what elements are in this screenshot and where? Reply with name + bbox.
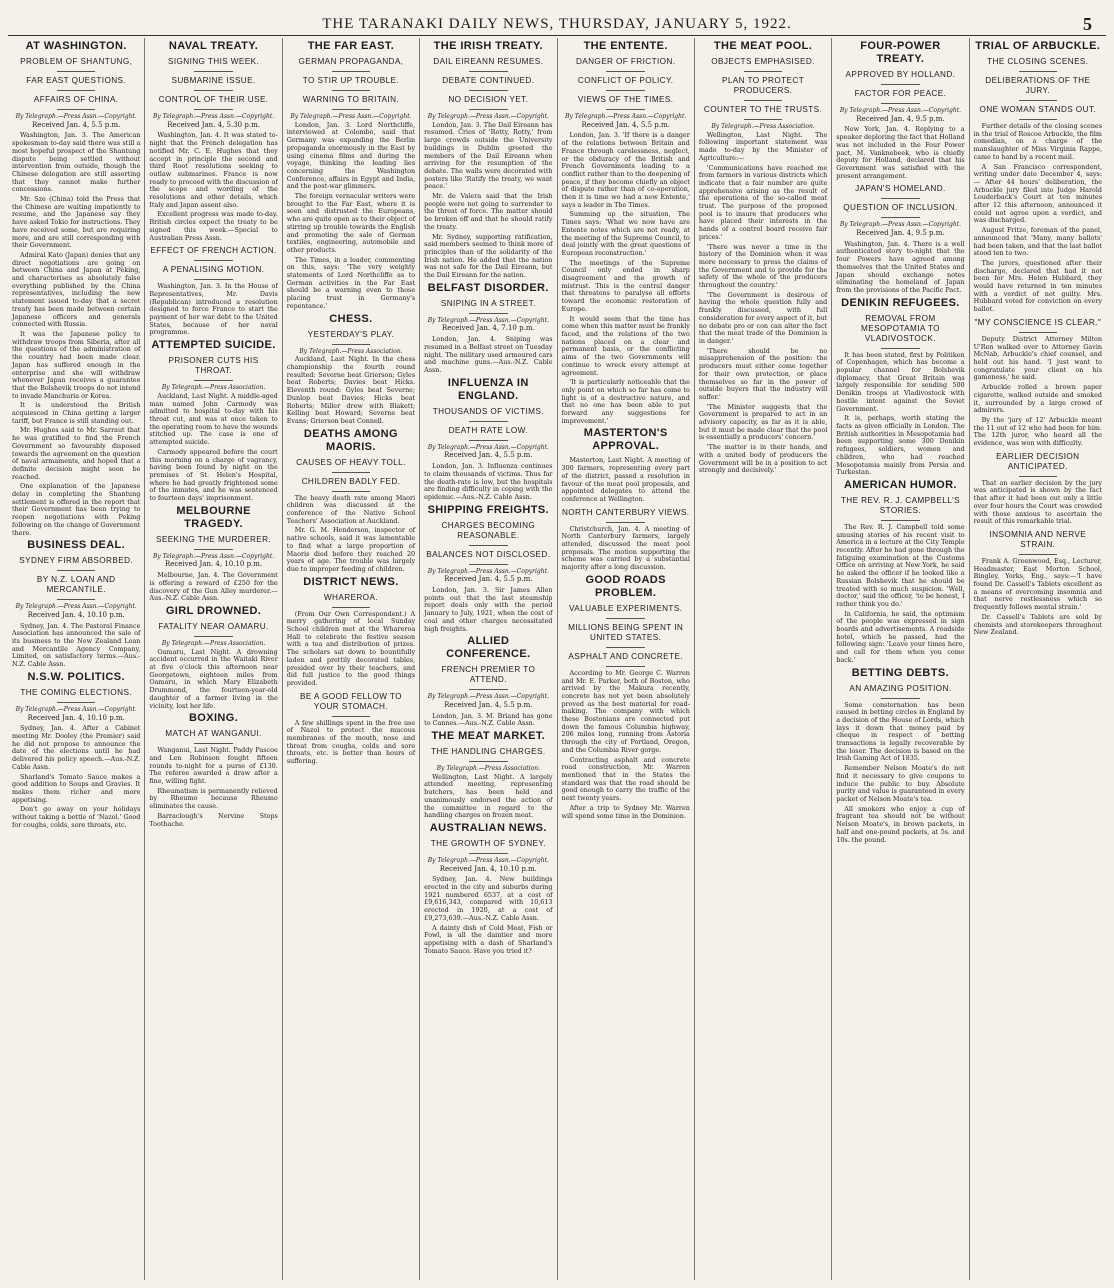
article-subheading: DEBATE CONTINUED. [442,76,535,85]
article-paragraph: Mr. Hughes said to Mr. Sarraut that he was gratified to find the French Government so favourably disposed towards the agreement on the question of naval armaments, and hoped that a definite decision might soon be reached. [12,426,141,481]
article-byline: By Telegraph.—Press Assn.—Copyright. [839,221,962,229]
article-subheading: CHILDREN BADLY FED. [301,476,401,486]
divider [606,90,645,91]
article-subheading: AN AMAZING POSITION. [849,683,952,693]
article-paragraph: Mr. G. M. Henderson, inspector of native schools, said it was lamentable to find what a large proportion of Maoris died before they reached 20 years of age. The trouble was largely due to improper feeding of children. [286,526,416,573]
article-headline: NAVAL TREATY. [168,40,259,52]
article-subheading: GERMAN PROPAGANDA, [298,57,404,66]
article-received-time: Received Jan. 4, 5.5 p.m. [444,451,533,460]
article-subheading: DEATH RATE LOW. [448,425,528,435]
article-paragraph: Sydney, Jan. 4. After a Cabinet meeting Mr. Dooley (the Premier) said he did not propose to announce the date of the elections until he had delivered his policy speech.—Aus.-N.Z. Cable Assn. [12,724,141,771]
article-subheading: APPROVED BY HOLLAND. [845,70,956,79]
article-received-time: Received Jan. 4, 10.10 p.m. [439,864,537,873]
divider [606,618,645,619]
divider [881,520,920,521]
article-headline: N.S.W. POLITICS. [27,670,125,683]
article-byline: By Telegraph.—Press Assn.—Copyright. [427,316,549,324]
divider [194,90,233,91]
divider [881,348,920,349]
article-paragraph: 'The Government is desirous of having the whole question fully and frankly discussed, with full consideration for every aspect of it, but no debate pro or con can alter the fact that the meat trade of the Dominion is in danger.' [698,290,828,345]
article-paragraph: Oamaru, Last Night. A drowning accident occurred in the Waitaki River at five o'clock this afternoon near Georgetown, eighteen miles from Oamaru, in which Mary Elizabeth Drummond, the fourteen-year-old daughter of a farmer living in the vicinity, lost her life. [149,647,278,710]
divider [744,71,783,72]
article-paragraph: Auckland, Last Night. A middle-aged man named John Carmody was admitted to hospital to-day with his throat cut, and was at once taken to the operating room to have the wounds stitched up. The case is one of attempted suicide. [149,391,278,447]
article-subheading: PLAN TO PROTECT PRODUCERS. [721,76,805,95]
article-subheading: PRISONER CUTS HIS THROAT. [168,356,259,376]
article-received-time: Received Jan. 4, 7.10 p.m. [441,324,535,333]
article-subheading: CHARGES BECOMING REASONABLE. [441,520,536,540]
article-paragraph: The Times, in a leader, commenting on this, says: 'The very weighty statements of Lord Northcliffe as to German activities in the Far East should be a warning even to those placing trust in Germany's repentance.' [286,255,416,310]
article-paragraph: It would seem that the time has come when this matter must be frankly faced, and the relations of the two nations placed on a clear and permanent basis, or the conflicting aims of the two Governments will continue to wreck every attempt at agreement. [561,314,690,377]
article-subheading: MATCH AT WANGANUI. [165,729,262,739]
article-subheading: VALUABLE EXPERIMENTS. [569,603,683,613]
article-subheading: DELIBERATIONS OF THE JURY. [985,76,1091,95]
article-subheading: BY N.Z. LOAN AND MERCANTILE. [36,575,116,595]
divider [1019,71,1058,72]
article-subheading: AFFAIRS OF CHINA. [33,95,119,104]
article-paragraph: Summing up the situation, The Times says: 'What we now have are Entente notes which are not ready, at the meeting of the Supreme Council, to deal jointly with the great questions of European reconstruction.' [561,210,690,257]
article-paragraph: 'There should be no misapprehension of the position: the producers must either come together for their own protection, or place themselves so far in the power of outside buyers that the industry will suffer.' [698,346,828,401]
article-byline: By Telegraph.—Press Assn.—Copyright. [427,693,549,701]
article-subheading: FATALITY NEAR OAMARU. [158,621,269,631]
divider [744,119,783,120]
divider [881,103,920,104]
article-headline: THE MEAT MARKET. [431,730,546,743]
article-paragraph: Deputy District Attorney Milton U'Ren walked over to Attorney Gavin McNab, Arbuckle's chief counsel, and held out his hand. 'I just want to congratulate your client on his gameness,' he said. [973,334,1102,382]
article-paragraph: A dainty dish of Cold Meat, Fish or Fowl, is all the daintier and more appetising with a dash of Sharland's Tomato Sauce. Have you tried it? [424,923,553,955]
article-headline: GIRL DROWNED. [165,604,262,617]
divider [332,71,371,72]
divider [194,549,233,550]
article-paragraph: Rheumatism is permanently relieved by Rheumo because Rheumo eliminates the cause. [149,786,278,811]
article-paragraph: After a trip to Sydney Mr. Warren will spend some time in the Dominion. [561,803,690,820]
article-subheading: COUNTER TO THE TRUSTS. [703,105,823,114]
article-subheading: DAIL EIREANN RESUMES. [433,57,544,66]
article-headline: THE ENTENTE. [583,40,668,52]
article-paragraph: That an earlier decision by the jury was anticipated is shown by the fact that after it had been out only a little over four hours the Court was crowded with those anxious to ascertain the result of this remarkable trial. [973,478,1102,526]
article-headline: AMERICAN HUMOR. [843,478,957,491]
article-paragraph: Arbuckle rolled a brown paper cigarette, walked outside and smoked it, surrounded by a large crowd of admirers. [973,383,1102,415]
article-paragraph: 'The Minister suggests that the Government is prepared to act in an advisory capacity, as far as it is able, but it must be made clear that the pool is essentially a producers' concern.' [698,402,828,442]
article-paragraph: Excellent progress was made to-day. British circles expect the treaty to be signed this week.—Special to Australian Press Assn. [149,210,278,242]
article-paragraph: Mr. Sydney, supporting ratification, said members seemed to think more of principles than of the solidarity of the Irish nation. He added that the nation was not safe for the Dail Eireann, but the Dail Eireann for the nation. [424,232,553,280]
article-subheading: YESTERDAY'S PLAY. [307,329,395,339]
article-byline: By Telegraph.—Press Assn.—Copyright. [427,856,549,864]
article-paragraph: It is understood the British acquiesced in China getting a larger tariff, but France is still standing out. [12,401,141,425]
divider [1019,554,1058,555]
article-received-time: Received Jan. 4, 5.5 p.m. [444,700,533,709]
article-received-time: Received Jan. 4, 5.5 p.m. [32,120,121,129]
article-subheading: PROBLEM OF SHANTUNG, [20,57,133,66]
article-paragraph: 'There was never a time in the history of the Dominion when it was more necessary to press the claims of the Government and to provide for the safety of the whole of the producers throughout the country.' [698,242,828,290]
article-headline: INFLUENZA IN ENGLAND. [447,376,529,402]
article-paragraph: London, Jan. 4. Sniping was resumed in a Belfast street on Tuesday night. The military used armoured cars and machine guns.—Aus.-N.Z. Cable Assn. [424,335,553,374]
article-paragraph: 'Communications have reached me from farmers in various districts which indicate that a fair number are quite apprehensive arising as the result of the operations of the so-called meat trust. The purpose of the proposed pool is to insure that producers who have placed their interests in the hands of a control board receive fair prices.' [698,163,828,241]
article-paragraph: Washington, Jan. 3. The American spokesman to-day said there was still a most hopeful prospect of the Shantung dispute being settled without intervention from outside, though the Chinese delegation are still asserting that they cannot make further concessions. [12,131,141,194]
article-headline: BOXING. [188,712,239,725]
article-paragraph: The meetings of the Supreme Council only ended in sharp disagreement and the growth of mistrust. This is the central danger that threatens to paralyse all efforts toward the economic restoration of Europe. [561,258,690,313]
divider [469,853,508,854]
article-headline: DISTRICT NEWS. [303,575,399,588]
article-headline: MASTERTON'S APPROVAL. [583,427,668,453]
article-subheading: SEEKING THE MURDERER. [155,534,272,544]
article-subheading: MILLIONS BEING SPENT IN UNITED STATES. [568,622,684,642]
article-byline: By Telegraph.—Press Association. [161,384,266,392]
article-subheading: CONTROL OF THEIR USE. [158,95,269,104]
article-paragraph: It is, perhaps, worth stating the facts as given officially in London. The British authorities in Mesopotamia had been supporting some 300 Denikin refugees, soldiers, women and children, who had reached Mesopotamia mainly from Persia and Turkestan. [836,414,965,477]
divider [469,689,508,690]
article-received-time: Received Jan. 4, 10.10 p.m. [27,713,125,722]
article-headline: AUSTRALIAN NEWS. [429,821,547,834]
article-paragraph: Contracting asphalt and concrete road construction, Mr. Warren mentioned that in the States the standard was that the road should be good enough to carry the traffic of the next twenty years. [561,755,690,803]
article-paragraph: Sydney, Jan. 4. New buildings erected in the city and suburbs during 1921 numbered 6537, at a cost of £9,616,343, compared with 10,613 erected in 1920, at a cost of £9,273,639.—Aus.-N.Z. Cable Assn. [424,875,553,922]
column-meatpool [694,38,831,1280]
article-paragraph: Washington, Jan. 4. It was stated to-night that the French delegation has notified Mr. C. E. Hughes that they accept in principle the second and third Root resolutions seeking to outlaw submarines. France is now ready to proceed with the discussion of the scope and wording of the resolutions and other details, which Italy and Japan assent also. [149,131,278,209]
article-headline: DENIKIN REFUGEES. [841,296,960,309]
article-paragraph: Admiral Kato (Japan) denies that any direct negotiations are going on between China and Japan at Peking, and characterises as absolutely false everything published by the China representatives, including the new statement issued to-day that a secret treaty has been made between certain Japanese officers and generals connected with Russia. [12,250,141,329]
article-subheading: EFFECT OF FRENCH ACTION. [150,246,277,256]
article-paragraph: Barraclough's Nervine Stops Toothache. [149,811,278,828]
article-byline: By Telegraph.—Press Assn.—Copyright. [15,603,137,611]
column-irish [419,38,556,1280]
divider [469,421,508,422]
divider [332,344,371,345]
article-paragraph: Masterton, Last Night. A meeting of 300 farmers, representing every part of the district, passed a resolution in favour of the meat pool proposals, and appointed delegates to attend the conference at Wellington. [561,456,690,503]
article-paragraph: Auckland, Last Night. In the chess championship the fourth round resulted: Severne beat Grierson; Gyles beat Roberts; Davies beat Hicks. Eleventh round: Gyles beat Severne; Dunlop beat Davies; Hicks beat Roberts; Miller drew with Blakett; Kelling beat Howard; Severne beat Evans; Grierson beat Connell. [286,355,416,425]
article-paragraph: Mr. Sze (China) told the Press that the Chinese are waiting impatiently to resume, and the Japanese say they have asked Tokio for instructions. They have received some, but are requiring more, and are still corresponding with their Government. [12,195,141,250]
column-entente [557,38,694,1280]
divider [57,702,96,703]
article-subheading: ASPHALT AND CONCRETE. [568,651,683,661]
article-headline: BETTING DEBTS. [851,666,950,679]
article-headline: FOUR-POWER TREATY. [860,40,941,65]
divider [194,636,233,637]
article-subheading: FACTOR FOR PEACE. [854,89,947,98]
article-received-time: Received Jan. 4, 5.30 p.m. [167,120,260,129]
divider [332,90,371,91]
article-subheading: THE COMING ELECTIONS. [20,687,133,697]
article-paragraph: The Rev. R. J. Campbell told some amusing stories of his recent visit to America in a lecture at the City Temple recently. After he had gone through the fatiguing examination at the Customs Office on arriving at New York, he said he asked the officer if he looked like a Russian Bolshevik that he should be treated with so much suspicion. 'Well, doctor,' said the officer, 'to be honest, I rather think you do.' [836,522,965,608]
article-paragraph: All smokers who enjoy a cup of fragrant tea should not be without Nelson Moate's, in brown packets, in half and one-pound packets, at 5s. and 10s. the pound. [836,804,965,844]
article-byline: By Telegraph.—Press Assn.—Copyright. [427,113,549,120]
divider [1019,332,1058,333]
article-paragraph: Wellington, Last Night. A largely attended meeting, representing butchers, has been held and unanimously endorsed the action of the committee in regard to the handling charges on frozen meat. [424,772,553,820]
article-paragraph: In California, he said, the optimism of the people was expressed in sign boards and advertisements. A roadside hotel, which he passed, had the following sign: 'Leave your times here, and call for them when you come back.' [836,609,965,664]
divider [606,522,645,523]
article-received-time: Received Jan. 4, 9.5 p.m. [856,114,945,123]
article-byline: By Telegraph.—Press Assn.—Copyright. [565,113,687,120]
article-headline: SHIPPING FREIGHTS. [427,503,550,516]
article-received-time: Received Jan. 4, 9.5 p.m. [856,229,945,238]
divider [881,84,920,85]
article-headline: GOOD ROADS PROBLEM. [585,573,666,599]
article-received-time: Received Jan. 4, 5.5 p.m. [444,575,533,584]
article-byline: By Telegraph.—Press Assn.—Copyright. [152,113,275,120]
divider [57,599,96,600]
article-paragraph: It has been stated, first by Politiken of Copenhagen, which has become a popular channel for Bolshevik diplomacy, that Great Britain was largely responsible for sending 500 Denikin troops at Vladivostock with hostile intent against the Soviet Government. [836,350,965,413]
divider [1019,119,1058,120]
column-washington [8,38,144,1280]
article-paragraph: Melbourne, Jan. 4. The Government is offering a reward of £250 for the discovery of the Gun Alley murderer.—Aus.-N.Z. Cable Assn. [149,571,278,603]
divider [744,100,783,101]
article-paragraph: Wellington, Last Night. The following important statement was made to-day by the Minister of Agriculture:— [698,130,828,162]
article-received-time: Received Jan. 4, 5.5 p.m. [581,120,670,129]
column-fareast [282,38,419,1280]
article-subheading: WARNING TO BRITAIN. [302,95,400,104]
divider [469,71,508,72]
divider [194,71,233,72]
article-subheading: SUBMARINE ISSUE. [171,76,256,85]
divider [469,564,508,565]
article-paragraph: According to Mr. George C. Warren and Mr. E. Parker, both of Boston, who arrived by the Makura recently, concrete has not yet been absolutely proved as the best material for road-making. The company with which these Bostonians are connected put down the famous Columbia highway, 206 miles long, running from Astoria through the city of Portland, Oregon, and the Columbia River gorge. [561,668,690,754]
article-headline: BELFAST DISORDER. [427,281,549,294]
divider [469,761,508,762]
article-paragraph: Further details of the closing scenes in the trial of Roscoe Arbuckle, the film comedian, on a charge of the manslaughter of Miss Virginia Rappe, came to hand by a recent mail. [973,122,1102,161]
article-headline: MELBOURNE TRAGEDY. [176,504,251,530]
article-headline: AT WASHINGTON. [25,40,127,52]
divider [606,109,645,110]
article-subheading: "MY CONSCIENCE IS CLEAR." [974,317,1102,327]
article-subheading: BALANCES NOT DISCLOSED. [426,549,551,559]
article-byline: By Telegraph.—Press Association. [436,765,540,773]
article-paragraph: Washington, Jan. 4. There is a well authenticated story to-night that the four Powers have agreed among themselves that the United States and Japan should exchange notes eliminating the homeland of Japan from the provisions of the Pacific Pact. [836,239,965,294]
article-paragraph: Washington, Jan. 3. In the House of Representatives, Mr. Davis (Republican) introduced a resolution designed to force France to start the payment of her war debt to the United States, because of her naval programme. [149,282,278,337]
article-headline: THE MEAT POOL. [713,40,813,52]
article-headline: CHESS. [329,312,373,325]
divider [57,570,96,571]
article-paragraph: By the 'jury of 12' Arbuckle meant the 11 out of 12 who had been for him. The 12th juror, who heard all the evidence, was won with difficulty. [973,415,1102,448]
article-subheading: NORTH CANTERBURY VIEWS. [561,507,690,517]
article-paragraph: Dr. Cassell's Tablets are sold by chemists and storekeepers throughout New Zealand. [973,612,1102,637]
article-paragraph: Don't go away on your holidays without taking a bottle of 'Nazol.' Good for coughs, colds, sore throats, etc. [12,805,141,829]
article-headline: THE IRISH TREATY. [433,40,543,52]
divider [194,279,233,280]
column-arbuckle [969,38,1106,1280]
article-subheading: THOUSANDS OF VICTIMS. [432,406,544,416]
article-paragraph: The heavy death rate among Maori children was discussed at the conference of the Native School Teachers' Association at Auckland. [286,493,416,525]
divider [194,260,233,261]
article-subheading: ONE WOMAN STANDS OUT. [979,105,1097,114]
article-paragraph: 'It is particularly noticeable that the only point on which so far has come to light is of a destructive nature, and that no one has been able to put forward any suggestions for improvement.' [561,378,690,425]
divider [57,71,96,72]
article-subheading: FAR EAST QUESTIONS. [26,76,127,85]
article-headline: DEATHS AMONG MAORIS. [303,427,398,453]
article-headline: TRIAL OF ARBUCKLE. [975,40,1101,52]
article-paragraph: A few shillings spent in the free use of Nazol to protect the mucous membranes of the mouth, nose and throat from coughs, colds and sore throats, etc. is better than hours of suffering. [286,718,416,766]
article-subheading: TO STIR UP TROUBLE. [302,76,400,85]
article-headline: ATTEMPTED SUICIDE. [151,339,276,352]
divider [332,491,371,492]
divider [194,743,233,744]
article-subheading: WHAREROA. [323,592,378,602]
article-subheading: THE CLOSING SCENES. [987,57,1089,66]
article-byline: By Telegraph.—Press Association. [161,639,266,647]
article-paragraph: (From Our Own Correspondent.) A merry gathering of local Sunday School children met at the Whareroa Hall to celebrate the festive season with a tea and distribution of prizes. The scholars sat down to bountifully laden and prettily decorated tables, presided over by their teachers, and did full justice to the good things provided. [286,609,416,687]
divider [881,217,920,218]
article-subheading: DANGER OF FRICTION. [575,57,676,66]
article-paragraph: Sharland's Tomato Sauce makes a good addition to Soups and Gravies. It makes them richer and more appetising. [12,772,141,804]
article-columns [8,38,1106,1280]
article-subheading: CAUSES OF HEAVY TOLL. [296,457,406,467]
article-paragraph: London, Jan. 3. Lord Northcliffe, interviewed at Colombo, said that Germany was expanding the Berlin propaganda enormously in the East by using cinema films and during the voyage, thinking the leading lies concerning the Washington Conference, affairs in Egypt and India, and the post-war glimmers. [286,120,416,191]
divider [606,71,645,72]
divider [469,313,508,314]
page-number: 5 [1083,14,1092,34]
divider [332,472,371,473]
newspaper-title: THE TARANAKI DAILY NEWS, THURSDAY, JANUARY 5, 1922. [322,16,792,32]
article-paragraph: Carmody appeared before the court this morning on a charge of vagrancy, having been found by night on the premises of St. Helen's Hospital, where he had greatly frightened some of the inmates, and he was sentenced to fourteen days' imprisonment. [149,447,278,503]
divider [469,90,508,91]
divider [606,666,645,667]
divider [57,90,96,91]
article-byline: By Telegraph.—Press Association. [711,123,815,130]
divider [332,607,371,608]
article-subheading: BE A GOOD FELLOW TO YOUR STOMACH. [299,691,402,711]
article-subheading: A PENALISING MOTION. [162,265,265,275]
article-subheading: NO DECISION YET. [448,95,529,104]
article-headline: ALLIED CONFERENCE. [446,635,531,661]
column-fourpower [831,38,968,1280]
article-paragraph: The jurors, questioned after their discharge, declared that had it not been for Mrs. Helen Hubbard, they would have returned in ten minutes with a verdict of not guilty. Mrs. Hubbard voted for conviction on every ballot. [973,258,1102,314]
article-byline: By Telegraph.—Press Assn.—Copyright. [839,107,962,114]
article-subheading: REMOVAL FROM MESOPOTAMIA TO VLADIVOSTOCK. [861,313,940,343]
article-paragraph: August Fritze, foreman of the panel, announced that 'Many, many ballots' had been taken, and that the last ballot stood ten to two. [973,226,1102,258]
article-paragraph: The foreign vernacular writers were brought to the Far East, where it is seen and distrusted the Europeans, who are quite open as to their object of stirring up trouble towards the English and promoting the sale of German textiles, engineering, automobile and other products. [286,192,416,254]
article-subheading: THE HANDLING CHARGES. [431,747,546,757]
divider [1019,100,1058,101]
column-naval [144,38,281,1280]
article-paragraph: Some consternation has been caused in betting circles in England by a decision of the House of Lords, which lays it down that money paid by cheque in respect of betting transactions is legally recoverable by the loser. The decision is based on the Irish Gaming Act of 1835. [836,700,965,763]
article-paragraph: London, Jan. 3. The Dail Eireann has resumed. Cries of 'Rotty, Rotty,' from large crowds outside the University buildings in Dublin greeted the members of the Dail Eireann when arriving for the resumption of the debate. The walls were decorated with posters like 'Ratify the treaty, we want peace.' [424,120,553,191]
article-paragraph: London, Jan. 3. Influenza continues to claim thousands of victims. Thus far the death-rate is low, but the hospitals are finding difficulty in coping with the epidemic.—Aus.-N.Z. Cable Assn. [424,462,553,501]
article-byline: By Telegraph.—Press Assn.—Copyright. [427,443,549,451]
divider [194,109,233,110]
article-headline: THE FAR EAST. [307,40,395,52]
article-subheading: THE GROWTH OF SYDNEY. [430,838,546,848]
divider [57,109,96,110]
article-paragraph: Mr. de Valera said that the Irish people were not going to surrender to the threat of force. The matter should be broken off and that he should ratify the treaty. [424,192,553,231]
article-subheading: CONFLICT OF POLICY. [577,76,674,85]
article-received-time: Received Jan. 4, 10.10 p.m. [27,610,125,619]
article-subheading: JAPAN'S HOMELAND. [855,184,946,194]
divider [332,109,371,110]
article-paragraph: Sydney, Jan. 4. The Pastoral Finance Association has announced the sale of its business to the New Zealand Loan and Mercantile Agency Company, Limited, on satisfactory terms.—Aus.-N.Z. Cable Assn. [12,621,141,669]
article-byline: By Telegraph.—Press Association. [299,347,403,355]
article-subheading: QUESTION OF INCLUSION. [843,203,958,213]
article-paragraph: Frank A. Greenwood, Esq., Lecturer, Headmaster, East Morton School, Bingley, Yorks, Eng., says:—'I have found Dr. Cassell's Tablets excellent as a means of overcoming insomnia and that nerve restlessness which so frequently follows mental strain.' [973,556,1102,612]
divider [881,698,920,699]
article-byline: By Telegraph.—Press Assn.—Copyright. [290,113,412,120]
article-paragraph: 'The matter is in their hands, and with a united body of producers the Government will be in a position to act strongly and decisively.' [698,443,828,475]
article-paragraph: New York, Jan. 4. Replying to a speaker deploring the fact that Holland was not included in the Four Power pact, M. Vanknebeek, who is chiefly deputy for Holland, declared that his Government was satisfied with the present arrangement. [836,125,965,180]
article-subheading: INSOMNIA AND NERVE STRAIN. [989,529,1087,549]
divider [332,716,371,717]
article-paragraph: It was the Japanese policy to withdraw troops from Siberia, after all the questions of the administration of the country had been made clear. Japan has suffered enough in the enterprise and she will withdraw whenever Japan receives a guarantee that the Bolshevik troops do not intend to invade Manchuria or Korea. [12,329,141,400]
divider [469,109,508,110]
divider [606,647,645,648]
divider [469,440,508,441]
article-byline: By Telegraph.—Press Assn.—Copyright. [15,113,137,120]
article-paragraph: One explanation of the Japanese delay in completing the Shantung settlement is offered in the report that their Government has been trying to reopen negotiations with Peking following on the change of Government there. [12,482,141,537]
article-subheading: VIEWS OF THE TIMES. [577,95,674,104]
article-paragraph: London, Jan. 3. 'If there is a danger of the relations between Britain and France through carelessness, neglect, or the obduracy of the British and French Governments leading to a conflict rather than to the deepening of peace, if they become chiefly an object of dispute rather than of co-operation, then it is time we had a new Entente,' says a leader in The Times. [561,131,690,209]
article-paragraph: Christchurch, Jan. 4. A meeting of North Canterbury farmers, largely attended, discussed the meat pool proposals. The motion supporting the scheme was carried by a substantial majority after a long discussion. [561,524,690,572]
article-paragraph: Wanganui, Last Night. Paddy Pascoe and Len Robinson fought fifteen rounds to-night for a purse of £130. The referee awarded a draw after a fine, willing fight. [149,746,278,786]
divider [1019,476,1058,477]
article-subheading: EARLIER DECISION ANTICIPATED. [996,451,1080,471]
article-subheading: FRENCH PREMIER TO ATTEND. [441,665,536,685]
article-subheading: OBJECTS EMPHASISED. [711,57,815,66]
article-subheading: SIGNING THIS WEEK. [167,57,260,66]
divider [194,380,233,381]
article-subheading: THE REV. R. J. CAMPBELL'S STORIES. [840,495,960,515]
divider [469,545,508,546]
article-paragraph: A San Francisco correspondent, writing under date December 4, says:— After 44 hours' deliberation, the Arbuckle jury filed into Judge Harold Louderback's Court at ten minutes after 12 this afternoon, announced it could not agree upon a verdict, and was discharged. [973,162,1102,225]
article-paragraph: Remember Nelson Moate's do not find it necessary to give coupons to induce the public to buy. Absolute purity and value is guaranteed in every packet of Nelson Moate's tea. [836,764,965,803]
article-paragraph: London, Jan. 3. Sir James Allen points out that the last steamship report deals only with the period January to July, 1921, when the cost of coal and other charges necessitated high freights. [424,586,553,633]
masthead [8,14,1106,36]
article-paragraph: London, Jan. 3. M. Briand has gone to Cannes.—Aus.-N.Z. Cable Assn. [424,711,553,728]
article-subheading: SNIPING IN A STREET. [440,298,536,308]
article-received-time: Received Jan. 4, 10.10 p.m. [164,560,263,569]
article-byline: By Telegraph.—Press Assn.—Copyright. [152,552,275,560]
divider [881,198,920,199]
article-headline: BUSINESS DEAL. [27,539,126,552]
article-subheading: SYDNEY FIRM ABSORBED. [19,556,134,566]
article-byline: By Telegraph.—Press Assn.—Copyright. [15,705,137,713]
article-byline: By Telegraph.—Press Assn.—Copyright. [427,567,549,575]
